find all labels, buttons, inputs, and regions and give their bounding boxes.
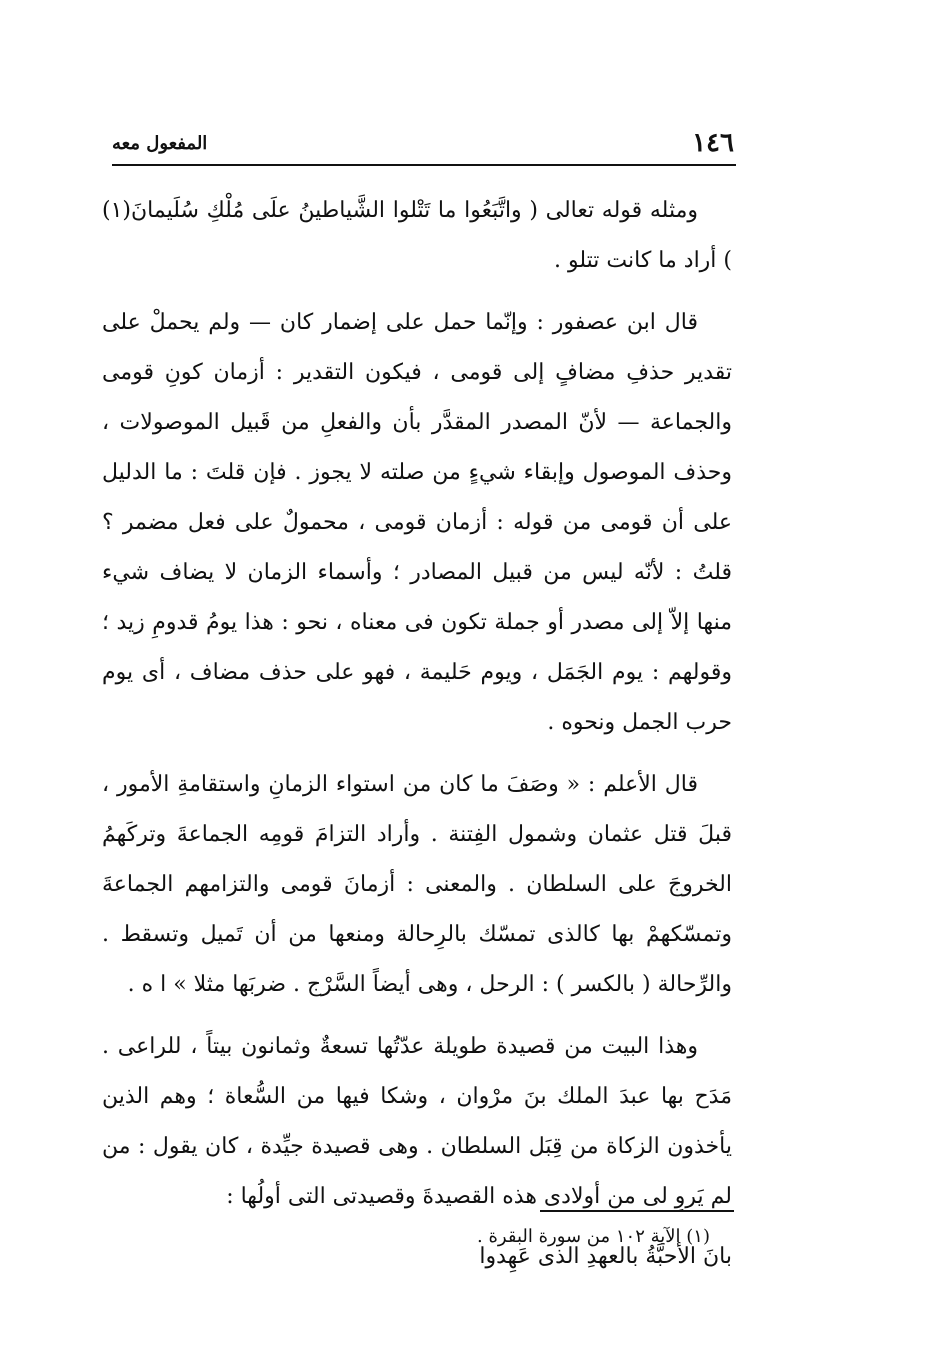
page-number: ١٤٦ <box>692 128 734 158</box>
verse-line: بانَ الأحبَّةُ بالعهدِ الذى عَهِدوا <box>479 1244 732 1269</box>
paragraph-2: قال ابن عصفور : وإنّما حمل على إضمار كان — ولم يحملْ على تقدير حذفِ مضافٍ إلى قومى ، فيكون التقدير : أزمان كونِ قومى والجماعة — لأنّ المصدر المقدَّر بأن والفعلِ من قَبيل الموصولات ، وحذف الموصول وإبقاء شيءٍ من صلته لا يجوز . فإن قلتَ : ما الدليل على أن قومى من قوله : أزمان قومى ، محمولٌ على فعل مضمر ؟ قلتُ : لأنّه ليس من قبيل المصادر ؛ وأسماء الزمان لا يضاف شيء منها إلاّ إلى مصدر أو جملة تكون فى معناه ، نحو : هذا يومُ قدومِ زيد ؛ وقولهم : يوم الجَمَل ، ويوم حَليمة ، فهو على حذف مضاف ، أى يوم حرب الجمل ونحوه . <box>102 310 732 735</box>
paragraph-1: ومثله قوله تعالى ( واتَّبَعُوا ما تَتْلوا الشَّياطينُ علَى مُلْكِ سُلَيمانَ(١) ) أراد ما كانت تتلو . <box>102 198 732 273</box>
running-title: المفعول معه <box>112 132 208 154</box>
paragraph-3: قال الأعلم : « وصَفَ ما كان من استواء الزمانِ واستقامةِ الأمور ، قبلَ قتل عثمان وشمول الفِتنة . وأراد التزامَ قومِه الجماعةَ وتركَهمُ الخروجَ على السلطان . والمعنى : أزمانَ قومى والتزامهم الجماعةَ وتمسّكهمْ بها كالذى تمسّك بالرِحالة ومنعها من أن تَميل وتسقط . والرِّحالة ( بالكسر ) : الرحل ، وهى أيضاً السَّرْج . ضربَها مثلا » ا ه . <box>102 772 732 997</box>
body-text <box>102 186 732 1282</box>
paragraph-4: وهذا البيت من قصيدة طويلة عدّتُها تسعةٌ وثمانون بيتاً ، للراعى . مَدَح بها عبدَ الملك بنَ مرْوان ، وشكا فيها من السُّعاة ؛ وهم الذين يأخذون الزكاة من قِبَل السلطان . وهى قصيدة جيِّدة ، كان يقول : من لم يَروِ لى من أولادى هذه القصيدةَ وقصيدتى التى أولُها : <box>102 1034 732 1209</box>
page-header <box>112 128 734 158</box>
header-rule <box>112 164 736 166</box>
footnote-rule <box>540 1210 734 1212</box>
footnote: (١) الآية ١٠٢ من سورة البقرة . <box>477 1226 710 1247</box>
